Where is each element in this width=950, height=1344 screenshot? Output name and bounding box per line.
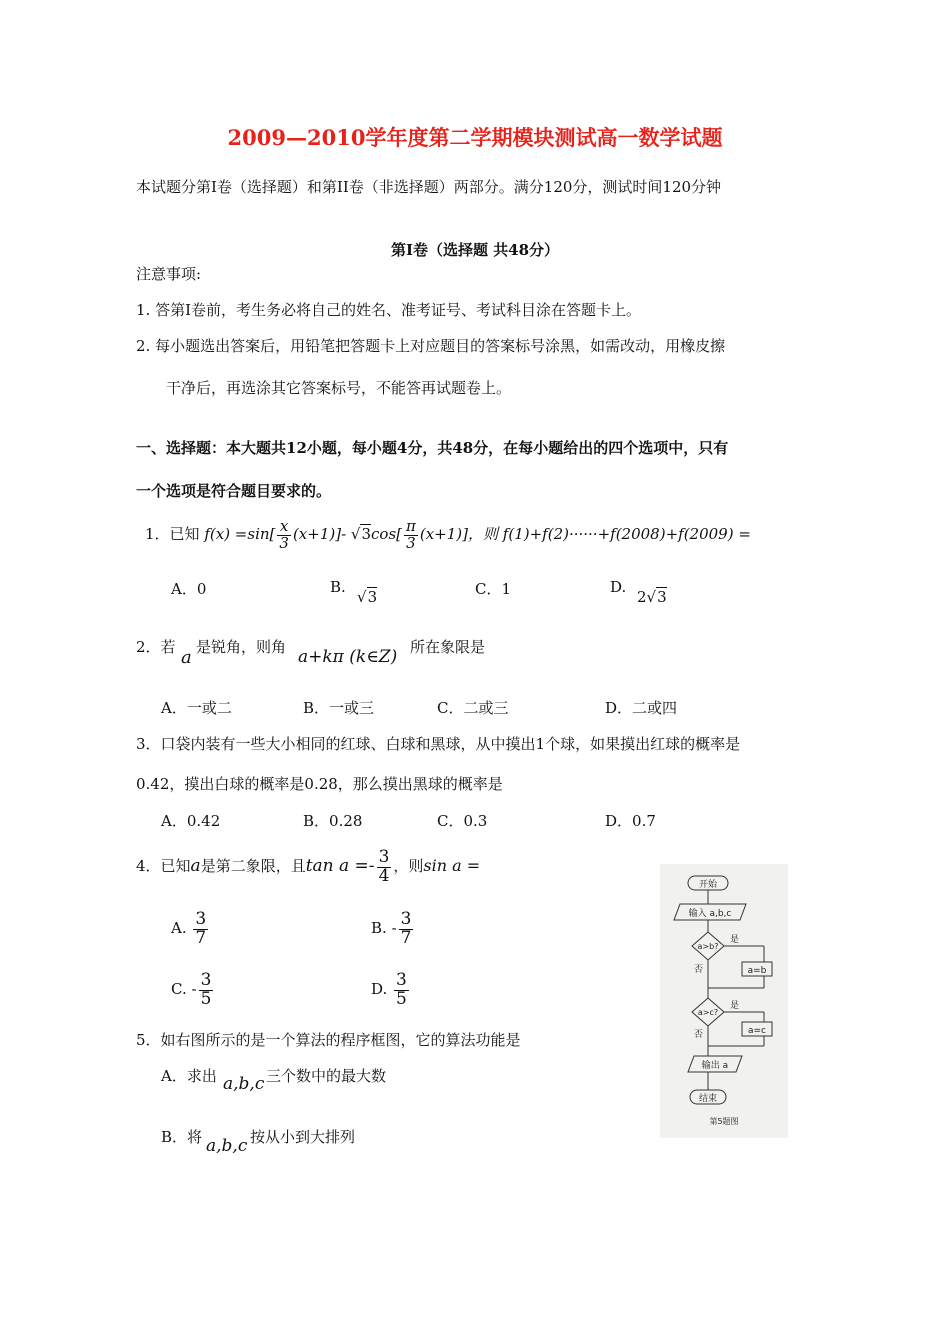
q3-option-a: A．0.42 bbox=[161, 812, 221, 830]
q4-option-b: B. - $\frac{3}{7}$ bbox=[371, 908, 412, 948]
q2-option-d: D．二或四 bbox=[605, 699, 678, 717]
flow-no1-label: 否 bbox=[694, 965, 704, 975]
question-1 bbox=[145, 512, 751, 556]
intro-text: 本试题分第Ⅰ卷（选择题）和第II卷（非选择题）两部分。满分120分，测试时间120分钟 bbox=[136, 178, 722, 196]
flow-cond2-label: a>c? bbox=[697, 1008, 719, 1017]
flow-cond1-label: a>b? bbox=[697, 942, 719, 951]
note-2-line2: 干净后，再选涂其它答案标号，不能答再试题卷上。 bbox=[166, 379, 512, 397]
flow-assign2-label: a=c bbox=[747, 1026, 767, 1036]
flow-yes2-label: 是 bbox=[730, 1001, 740, 1011]
q2-expr: a+kπ (k∈Z) bbox=[298, 647, 398, 667]
flow-assign1-label: a=b bbox=[747, 966, 767, 976]
q3-option-d: D．0.7 bbox=[605, 812, 656, 830]
q4-option-d: D. $\frac{3}{5}$ bbox=[371, 969, 407, 1009]
q1-expr-tail: f(1)+f(2)······+f(2008)+f(2009) = bbox=[502, 525, 751, 543]
question-4 bbox=[136, 844, 480, 888]
q1-fraction-1: $\frac{x}{3}$ bbox=[279, 516, 289, 552]
note-2-line1: 2. 每小题选出答案后，用铅笔把答题卡上对应题目的答案标号涂黑，如需改动，用橡皮擦 bbox=[136, 337, 726, 355]
flow-caption: 第5题图 bbox=[709, 1117, 739, 1126]
q4-then: ，则 bbox=[393, 857, 424, 875]
page-title: 2009—2010学年度第二学期模块测试高一数学试题 bbox=[227, 125, 723, 150]
flow-no2-label: 否 bbox=[694, 1030, 704, 1040]
q2-mid: 是锐角，则角 bbox=[196, 638, 287, 656]
q2-lead: 2．若 bbox=[136, 638, 176, 656]
q1-fraction-2: $\frac{\pi}{3}$ bbox=[406, 516, 416, 552]
q5-option-b-vars: a,b,c bbox=[206, 1136, 248, 1156]
q3-line1: 3．口袋内装有一些大小相同的红球、白球和黑球，从中摸出1个球，如果摸出红球的概率是 bbox=[136, 735, 741, 753]
section1-heading-line1: 一、选择题：本大题共12小题，每小题4分，共48分，在每小题给出的四个选项中，只有 bbox=[136, 439, 729, 457]
q3-line2: 0.42，摸出白球的概率是0.28，那么摸出黑球的概率是 bbox=[136, 775, 503, 793]
q4-mid: 是第二象限，且 bbox=[200, 857, 306, 875]
q1-option-c: C．1 bbox=[475, 580, 512, 598]
q1-option-b-value: √3 bbox=[357, 588, 378, 606]
q5-option-b-tail: 按从小到大排列 bbox=[250, 1128, 356, 1146]
flow-yes1-label: 是 bbox=[730, 935, 740, 945]
q1-option-d-value: 2√3 bbox=[637, 588, 667, 606]
flow-input-label: 输入 a,b,c bbox=[688, 909, 732, 919]
q4-alpha: a bbox=[190, 856, 201, 876]
section1-heading-line2: 一个选项是符合题目要求的。 bbox=[136, 482, 332, 500]
q2-alpha: a bbox=[181, 647, 192, 668]
q4-tan: tan a =- bbox=[305, 856, 375, 876]
note-1: 1. 答第Ⅰ卷前，考生务必将自己的姓名、准考证号、考试科目涂在答题卡上。 bbox=[136, 301, 642, 319]
q5-option-a-tail: 三个数中的最大数 bbox=[266, 1067, 387, 1085]
flow-start-label: 开始 bbox=[698, 880, 718, 890]
q2-tail: 所在象限是 bbox=[410, 638, 486, 656]
q2-option-b: B．一或三 bbox=[303, 699, 375, 717]
q1-number: 1．已知 bbox=[145, 525, 200, 543]
flow-output-label: 输出 a bbox=[701, 1061, 729, 1071]
q2-option-c: C．二或三 bbox=[437, 699, 509, 717]
q3-option-b: B．0.28 bbox=[303, 812, 363, 830]
q4-option-c: C. - $\frac{3}{5}$ bbox=[171, 969, 212, 1009]
q2-option-a: A．一或二 bbox=[161, 699, 232, 717]
q5-option-b-lead: B．将 bbox=[161, 1128, 203, 1146]
flow-end-label: 结束 bbox=[698, 1094, 718, 1104]
notes-label: 注意事项: bbox=[136, 265, 202, 283]
q1-expr-mid3: (x+1)]，则 bbox=[419, 525, 499, 543]
q4-fraction: $\frac{3}{4}$ bbox=[378, 846, 390, 886]
q4-sin: sin a = bbox=[423, 856, 481, 875]
q1-option-b-label: B. bbox=[330, 578, 346, 596]
q5-option-a-lead: A．求出 bbox=[161, 1067, 217, 1085]
q1-expr-mid1: (x+1)]- bbox=[292, 525, 347, 543]
q5-option-a-vars: a,b,c bbox=[223, 1074, 265, 1094]
q1-expr-lead: f(x) =sin[ bbox=[204, 525, 276, 543]
q1-expr-mid2: cos[ bbox=[371, 525, 403, 543]
flowchart-figure bbox=[660, 864, 788, 1138]
q4-option-a: A. $\frac{3}{7}$ bbox=[171, 908, 207, 948]
q1-option-a: A．0 bbox=[171, 580, 207, 598]
part1-heading: 第Ⅰ卷（选择题 共48分） bbox=[390, 241, 560, 259]
q1-option-d-label: D. bbox=[610, 578, 627, 596]
q5-line: 5．如右图所示的是一个算法的程序框图，它的算法功能是 bbox=[136, 1031, 521, 1049]
q1-sqrt: √3 bbox=[350, 525, 372, 543]
q4-lead: 4．已知 bbox=[136, 857, 191, 875]
q3-option-c: C．0.3 bbox=[437, 812, 488, 830]
